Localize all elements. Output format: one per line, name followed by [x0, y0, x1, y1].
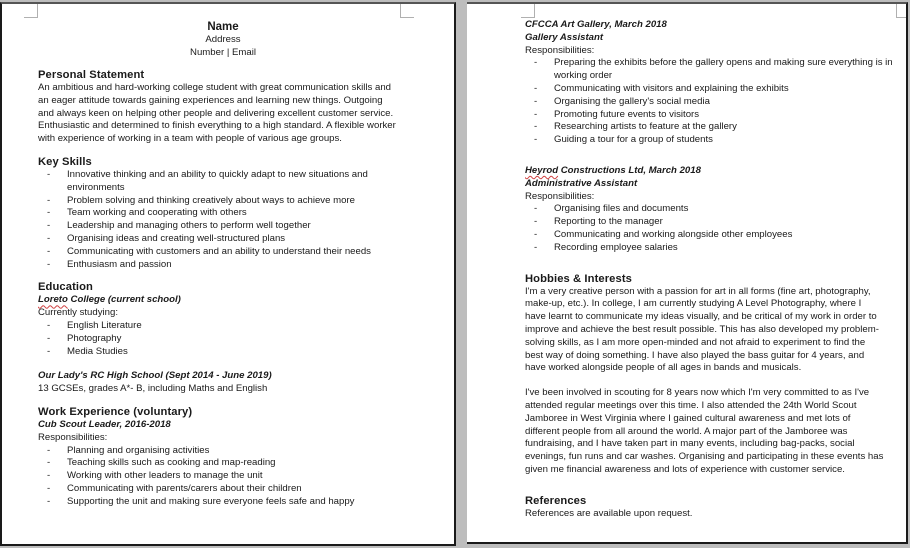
hobbies-line: different people from all around the world. A major part of the Jamboree was — [525, 425, 848, 437]
list-item: - Communicating with visitors and explaining the exhibits — [525, 83, 895, 96]
list-item: - Working with other leaders to manage the unit — [38, 470, 408, 483]
statement-line: with experience of working in a team with people of various age groups. — [38, 133, 342, 145]
page-1-content[interactable] — [38, 20, 408, 519]
list-item: - Researching artists to feature at the gallery — [525, 121, 895, 134]
hobbies-line: given me financial awareness and lots of experience with customer service. — [525, 463, 845, 475]
school-detail: 13 GCSEs, grades A*- B, including Maths and English — [38, 383, 268, 395]
list-item: - Teaching skills such as cooking and map-reading — [38, 457, 408, 470]
hobbies-line: improve and achieve the best result possible. This has also developed my problem- — [525, 323, 879, 335]
section-heading: Key Skills — [38, 155, 92, 168]
applicant-contact: Number | Email — [190, 46, 256, 58]
list-item: - Leadership and managing others to perform well together — [38, 220, 408, 233]
page-2-content[interactable] — [525, 19, 895, 531]
key-skills-section — [38, 156, 408, 271]
job-title: Administrative Assistant — [525, 177, 638, 189]
hobbies-line: evenings, fun runs and car washes. Organising and participating in these events has — [525, 451, 884, 463]
list-item: - Problem solving and thinking creatively about ways to achieve more — [38, 195, 408, 208]
crop-mark-top-left — [521, 4, 535, 18]
education-section — [38, 281, 408, 396]
hobbies-line: solving skills, as I am more open-minded and not afraid to experiment to find the — [525, 336, 866, 348]
hobbies-line: fundraising, and I have taken part in many events, including bag-packs, social — [525, 438, 855, 450]
list-item: - Enthusiasm and passion — [38, 259, 408, 272]
list-item: - English Literature — [38, 320, 408, 333]
section-heading: Education — [38, 281, 93, 294]
statement-line: An ambitious and hard-working college student with great communication skills and — [38, 82, 392, 93]
section-heading: References — [525, 494, 587, 507]
job-role: Cub Scout Leader, 2016-2018 — [38, 418, 171, 430]
list-item: - Photography — [38, 333, 408, 346]
job-gallery-section — [525, 19, 895, 147]
responsibilities-label: Responsibilities: — [525, 44, 595, 56]
job-employer: CFCCA Art Gallery, March 2018 — [525, 19, 667, 30]
hobbies-line: I've been involved in scouting for 8 years now which I'm very committed to as I've — [525, 387, 870, 399]
job-employer: Heyrod Constructions Ltd, March 2018 — [525, 164, 701, 176]
hobbies-section — [525, 273, 895, 477]
list-item: - Organising the gallery's social media — [525, 96, 895, 109]
references-text: References are available upon request. — [525, 507, 693, 519]
applicant-name: Name — [207, 21, 239, 33]
hobbies-line: have worked alongside people of all ages in bands and musicals. — [525, 362, 802, 374]
list-item: - Guiding a tour for a group of students — [525, 134, 895, 147]
references-section — [525, 495, 895, 521]
document-page-1 — [0, 2, 456, 546]
responsibilities-label: Responsibilities: — [38, 431, 108, 443]
list-item: - Planning and organising activities — [38, 445, 408, 458]
crop-mark-top-right — [400, 4, 414, 18]
list-item: - Organising files and documents — [525, 203, 895, 216]
studying-label: Currently studying: — [38, 307, 118, 319]
applicant-address: Address — [205, 34, 241, 45]
document-page-2 — [467, 2, 908, 544]
list-item: - Preparing the exhibits before the gallery opens and making sure everything is in working order — [525, 57, 895, 83]
responsibilities-list — [525, 203, 895, 254]
statement-line: and always keen on helping other people and delivering excellent customer service. — [38, 107, 394, 119]
hobbies-line: I'm a very creative person with a passion for art in all forms (fine art, photography, — [525, 285, 871, 297]
section-heading: Personal Statement — [38, 69, 145, 81]
spellcheck-flagged-word[interactable]: Heyrod — [525, 164, 559, 176]
statement-line: an eager attitude towards gaining experiences and learning new things. Outgoing — [38, 94, 383, 106]
crop-mark-top-left — [24, 4, 38, 18]
responsibilities-label: Responsibilities: — [525, 190, 595, 202]
responsibilities-list — [38, 445, 408, 509]
list-item: - Communicating with parents/carers about their children — [38, 483, 408, 496]
statement-line: Enthusiastic and determined to finish everything to a high standard. A flexible worker — [38, 120, 396, 132]
list-item: - Communicating and working alongside other employees — [525, 229, 895, 242]
list-item: - Recording employee salaries — [525, 242, 895, 255]
personal-statement-section — [38, 69, 408, 146]
spellcheck-flagged-word[interactable]: Loreto — [38, 294, 68, 306]
job-construction-section — [525, 165, 895, 255]
list-item: - Team working and cooperating with others — [38, 207, 408, 220]
hobbies-line: have learnt to communicate my ideas visually, and be critical of my work in order to — [525, 311, 877, 323]
list-item: - Organising ideas and creating well-structured plans — [38, 233, 408, 246]
list-item: - Communicating with customers and an ability to understand their needs — [38, 246, 408, 259]
job-title: Gallery Assistant — [525, 31, 604, 43]
responsibilities-list — [525, 57, 895, 147]
skills-list — [38, 169, 408, 271]
hobbies-line: make-up, etc.). In college, I am currently studying A Level Photography, where I — [525, 298, 862, 310]
list-item: - Promoting future events to visitors — [525, 109, 895, 122]
section-heading: Hobbies & Interests — [525, 272, 632, 285]
work-experience-section — [38, 406, 408, 509]
list-item: - Supporting the unit and making sure everyone feels safe and happy — [38, 496, 408, 509]
contact-header — [38, 20, 408, 59]
list-item: - Reporting to the manager — [525, 216, 895, 229]
subjects-list — [38, 320, 408, 358]
school-name: Our Lady's RC High School (Sept 2014 - June 2019) — [38, 370, 272, 382]
hobbies-line: Jamboree in West Virginia where I gained cultural awareness and met lots of — [525, 412, 851, 424]
crop-mark-top-right — [896, 4, 908, 18]
list-item: - Media Studies — [38, 346, 408, 359]
section-heading: Work Experience (voluntary) — [38, 405, 193, 418]
list-item: - Innovative thinking and an ability to quickly adapt to new situations and environments — [38, 169, 408, 195]
hobbies-line: best way of doing something. I have also played the bass guitar for 4 years, and — [525, 349, 865, 361]
school-name: Loreto College (current school) — [38, 294, 181, 306]
hobbies-line: attended regular meetings over this time. I also attended the 24th World Scout — [525, 399, 857, 411]
